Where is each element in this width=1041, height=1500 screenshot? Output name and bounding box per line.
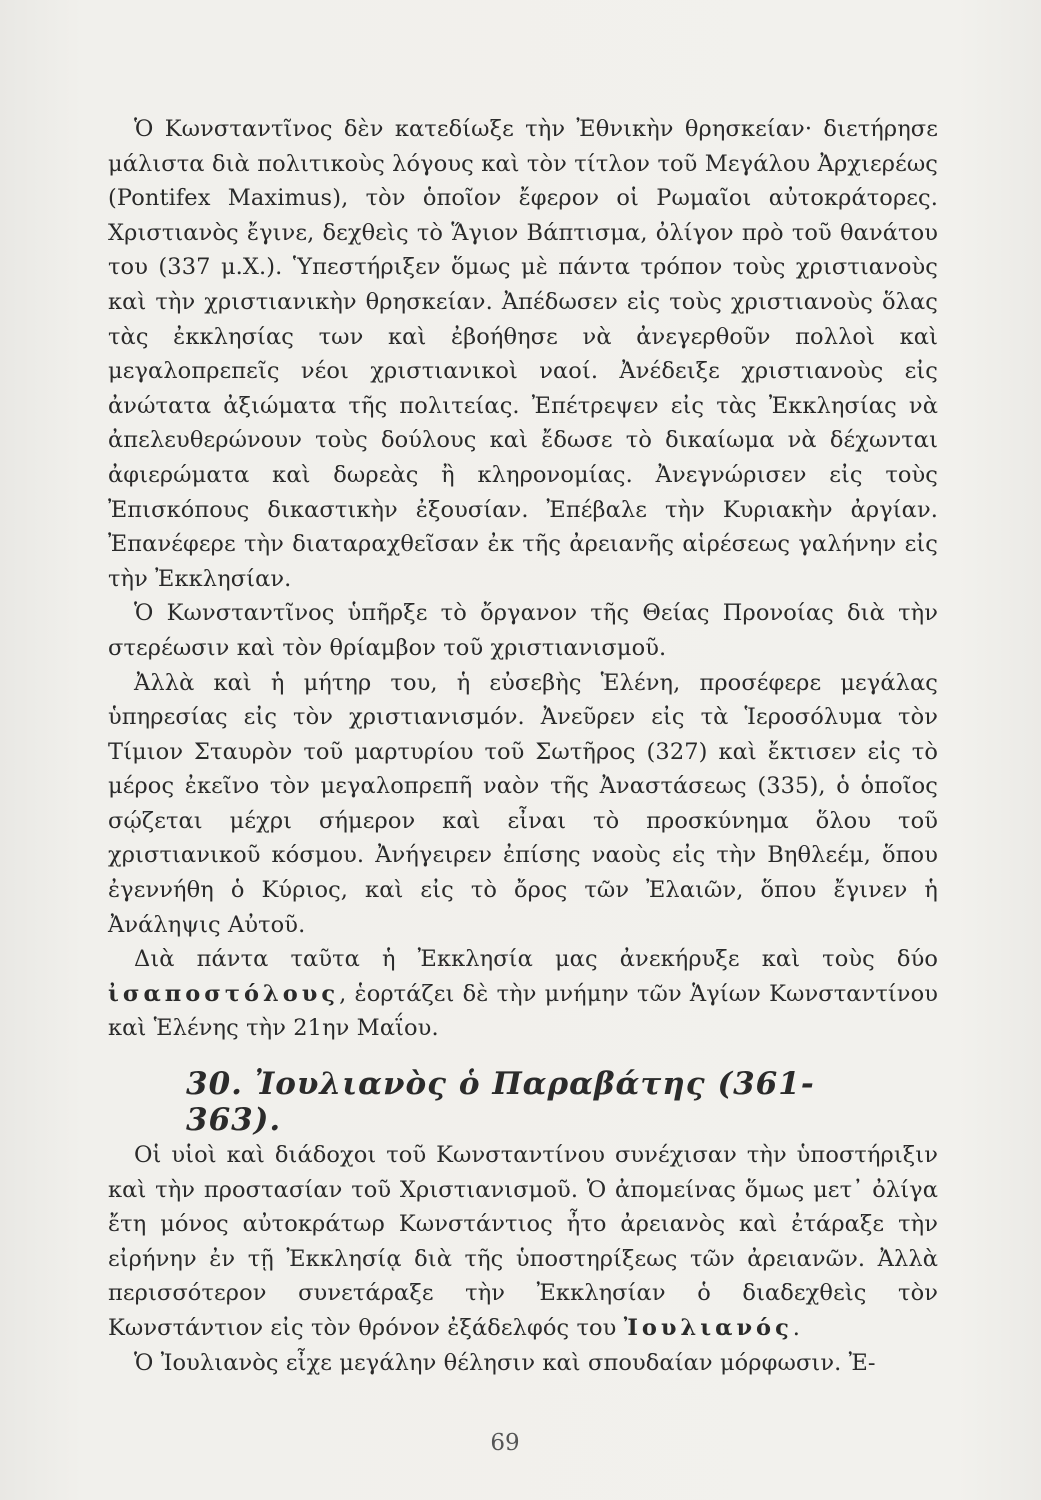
paragraph-successors [108,1138,938,1346]
chapter-heading: 30. Ἰουλιανὸς ὁ Παραβάτης (361-363). [186,1066,815,1138]
isapostolous-emphasis: ἰσαποστόλους [108,980,340,1007]
paragraph-isapostolous [108,942,938,1046]
paragraph-constantine-policies: Ὁ Κωνσταντῖνος δὲν κατεδίωξε τὴν Ἐθνικὴν θρησκείαν· διετήρησε μάλιστα διὰ πολιτικοὺς λόγους καὶ τὸν τίτλον τοῦ Μεγάλου Ἀρχιερέως (Pontifex Maximus), τὸν ὁποῖον ἔφερον οἱ Ρωμαῖοι αὐτοκράτορες. Χριστιανὸς ἔγινε, δεχθεὶς τὸ Ἅγιον Βάπτισμα, ὀλίγον πρὸ τοῦ θανάτου του (337 μ.Χ.). Ὑπεστήριξεν ὅμως μὲ πάντα τρόπον τοὺς χριστιανοὺς καὶ τὴν χριστιανικὴν θρησκείαν. Ἀπέδωσεν εἰς τοὺς χριστιανοὺς ὅλας τὰς ἐκκλησίας των καὶ ἐβοήθησε νὰ ἀνεγερθοῦν πολλοὶ καὶ μεγαλοπρεπεῖς νέοι χριστιανικοὶ ναοί. Ἀνέδειξε χριστιανοὺς εἰς ἀνώτατα ἀξιώματα τῆς πολιτείας. Ἐπέτρεψεν εἰς τὰς Ἐκκλησίας νὰ ἀπελευθερώνουν τοὺς δούλους καὶ ἔδωσε τὸ δικαίωμα νὰ δέχωνται ἀφιερώματα καὶ δωρεὰς ἢ κληρονομίας. Ἀνεγνώρισεν εἰς τοὺς Ἐπισκόπους δικαστικὴν ἐξουσίαν. Ἐπέβαλε τὴν Κυριακὴν ἀργίαν. Ἐπανέφερε τὴν διαταραχθεῖσαν ἐκ τῆς ἀρειανῆς αἱρέσεως γαλήνην εἰς τὴν Ἐκκλησίαν. [108,116,938,592]
successors-text-after: . [792,1314,801,1341]
paragraph-helena: Ἀλλὰ καὶ ἡ μήτηρ του, ἡ εὐσεβὴς Ἑλένη, προσέφερε μεγάλας ὑπηρεσίας εἰς τὸν χριστιανισμόν. Ἀνεῦρεν εἰς τὰ Ἱεροσόλυμα τὸν Τίμιον Σταυρὸν τοῦ μαρτυρίου τοῦ Σωτῆρος (327) καὶ ἔκτισεν εἰς τὸ μέρος ἐκεῖνο τὸν μεγαλοπρεπῆ ναὸν τῆς Ἀναστάσεως (335), ὁ ὁποῖος σῴζεται μέχρι σήμερον καὶ εἶναι τὸ προσκύνημα ὅλου τοῦ χριστιανικοῦ κόσμου. Ἀνήγειρεν ἐπίσης ναοὺς εἰς τὴν Βηθλεέμ, ὅπου ἐγεννήθη ὁ Κύριος, καὶ εἰς τὸ ὄρος τῶν Ἐλαιῶν, ὅπου ἔγινεν ἡ Ἀνάληψις Αὐτοῦ. [108,669,938,938]
main-text-bottom [108,1138,938,1380]
isapostolous-text-after: , ἑορτάζει δὲ τὴν μνήμην τῶν Ἁγίων Κωνσταντίνου καὶ Ἑλένης τὴν 21ην Μαΐου. [108,980,938,1042]
julian-emphasis: Ἰουλιανός [623,1314,793,1341]
paragraph-julian-education: Ὁ Ἰουλιανὸς εἶχε μεγάλην θέλησιν καὶ σπουδαίαν μόρφωσιν. Ἐ- [134,1349,876,1376]
successors-text-before: Οἱ υἱοὶ καὶ διάδοχοι τοῦ Κωνσταντίνου συνέχισαν τὴν ὑποστήριξιν καὶ τὴν προστασίαν τοῦ Χριστιανισμοῦ. Ὁ ἀπομείνας ὅμως μετ᾽ ὀλίγα ἔτη μόνος αὐτοκράτωρ Κωνστάντιος ἦτο ἀρειανὸς καὶ ἐτάραξε τὴν εἰρήνην ἐν τῇ Ἐκκλησίᾳ διὰ τῆς ὑποστηρίξεως τῶν ἀρειανῶν. Ἀλλὰ περισσότερον συνετάραξε τὴν Ἐκκλησίαν ὁ διαδεχθεὶς τὸν Κωνστάντιον εἰς τὸν θρόνον ἐξάδελφός του [108,1142,938,1341]
paragraph-constantine-providence: Ὁ Κωνσταντῖνος ὑπῆρξε τὸ ὄργανον τῆς Θείας Προνοίας διὰ τὴν στερέωσιν καὶ τὸν θρίαμβον τοῦ χριστιανισμοῦ. [108,600,938,661]
page-number: 69 [490,1430,520,1456]
isapostolous-text-before: Διὰ πάντα ταῦτα ἡ Ἐκκλησία μας ἀνεκήρυξε καὶ τοὺς δύο [134,946,938,973]
main-text-top [108,112,938,1046]
